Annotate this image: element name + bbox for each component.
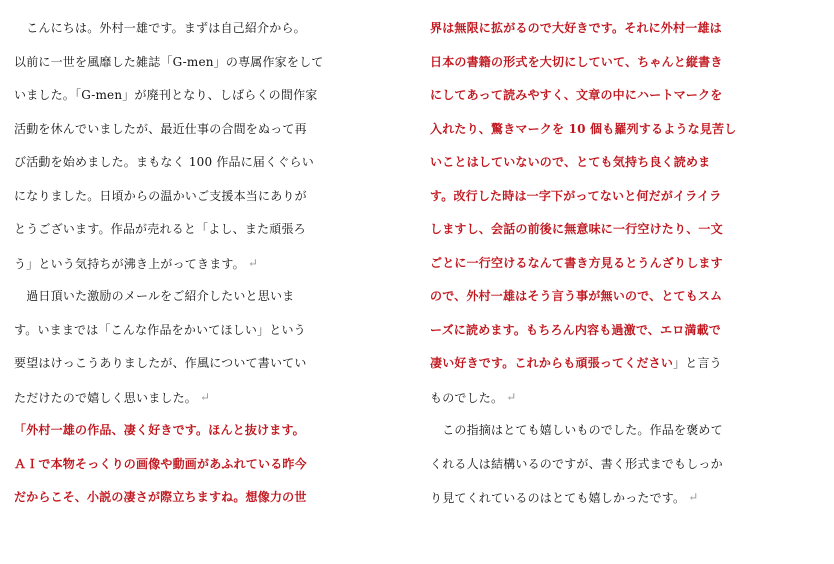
text-line: になりました。日頃からの温かいご支援本当にありが (14, 188, 307, 203)
left-column (14, 12, 414, 515)
paragraph-mark-icon: ↵ (506, 389, 517, 404)
quote-line: 入れたり、驚きマークを 10 個も羅列するような見苦し (430, 121, 737, 136)
text-segment: う」という気持ちが沸き上がってきます。 (14, 256, 245, 271)
text-line (430, 381, 830, 415)
quote-line: ＡＩで本物そっくりの画像や動画があふれている昨今 (14, 456, 307, 471)
text-segment: ただけたので嬉しく思いました。 (14, 390, 198, 405)
text-line: 要望はけっこうありましたが、作風について書いてい (14, 356, 307, 370)
quote-line: ごとに一行空けるなんて書き方見るとうんざりします (430, 255, 723, 270)
text-line: 以前に一世を風靡した雑誌「G-men」の専属作家をして (14, 54, 324, 69)
text-line: 活動を休んでいましたが、最近仕事の合間をぬって再 (14, 121, 307, 136)
text-line: くれる人は結構いるのですが、書く形式までもしっか (430, 456, 723, 471)
quote-segment: 凄い好きです。これからも頑張ってください (430, 356, 674, 370)
paragraph-mark-icon: ↵ (688, 490, 699, 504)
text-line: こんにちは。外村一雄です。まずは自己紹介から。 (14, 21, 306, 35)
text-line: この指摘はとても嬉しいものでした。作品を褒めて (430, 423, 723, 437)
quote-line: にしてあって読みやすく、文章の中にハートマークを (430, 88, 723, 102)
text-line (14, 247, 414, 281)
right-column (430, 12, 830, 515)
text-line: す。いままでは「こんな作品をかいてほしい」という (14, 322, 306, 337)
quote-line: ーズに読めます。もちろん内容も過激で、エロ満載で (430, 322, 722, 337)
text-segment: り見てくれているのはとても嬉しかったです。 (430, 491, 686, 505)
quote-line: いことはしていないので、とても気持ち良く読めま (430, 155, 711, 169)
text-line (430, 347, 830, 381)
quote-line: す。改行した時は一字下がってないと何だがイライラ (430, 188, 722, 203)
text-line: び活動を始めました。まもなく 100 作品に届くぐらい (14, 155, 314, 169)
text-segment: 」と言う (673, 356, 722, 370)
text-line (14, 381, 414, 415)
text-line: 過日頂いた激励のメールをご紹介したいと思いま (14, 289, 295, 303)
text-line: とうございます。作品が売れると「よし、また頑張ろ (14, 222, 306, 236)
quote-line: 界は無限に拡がるので大好きです。それに外村一雄は (430, 21, 722, 35)
quote-line: しますし、会話の前後に無意味に一行空けたり、一文 (430, 222, 723, 236)
quote-line: 日本の書籍の形式を大切にしていて、ちゃんと縦書き (430, 54, 723, 69)
text-line (430, 481, 830, 515)
quote-line: だからこそ、小説の凄さが際立ちますね。想像力の世 (14, 490, 307, 504)
paragraph-mark-icon: ↵ (247, 255, 259, 270)
text-segment: ものでした。 (430, 390, 504, 405)
text-line: いました。「G-men」が廃刊となり、しばらくの間作家 (14, 88, 318, 102)
paragraph-mark-icon: ↵ (200, 389, 211, 404)
quote-line: ので、外村一雄はそう言う事が無いので、とてもスム (430, 289, 723, 303)
quote-line: 「外村一雄の作品、凄く好きです。ほんと抜けます。 (14, 423, 305, 437)
